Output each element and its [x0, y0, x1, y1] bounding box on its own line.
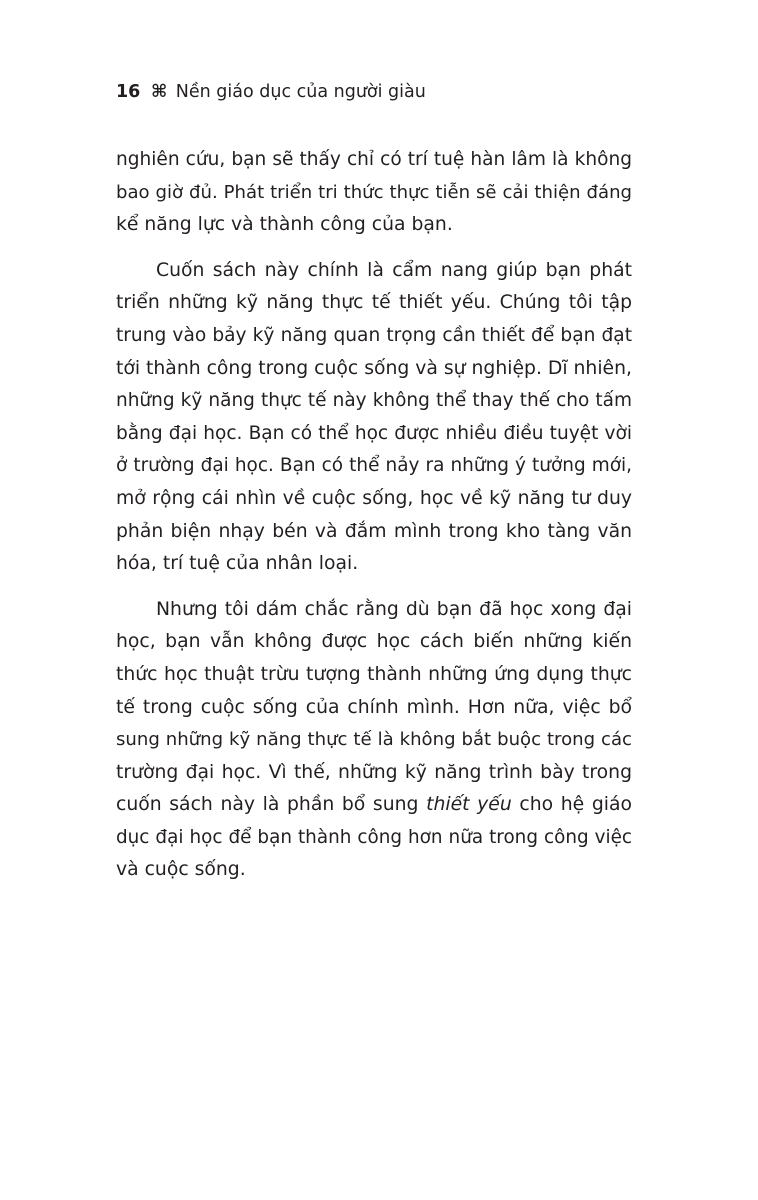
- text-line: Cuốn sách này chính là cẩm nang giúp bạn phát: [156, 259, 632, 281]
- paragraph-3: [116, 594, 632, 887]
- text-line: dục đại học để bạn thành công hơn nữa trong công việc: [116, 826, 632, 848]
- running-header: [116, 80, 426, 104]
- paragraph-1: [116, 144, 632, 242]
- text-line: kể năng lực và thành công của bạn.: [116, 214, 453, 236]
- text-line: mở rộng cái nhìn về cuộc sống, học về kỹ năng tư duy: [116, 487, 632, 509]
- body-text: [116, 144, 632, 900]
- text-line: phản biện nhạy bén và đắm mình trong kho tàng văn: [116, 520, 632, 542]
- text-line: sung những kỹ năng thực tế là không bắt buộc trong các: [116, 729, 632, 751]
- text-line: trường đại học. Vì thế, những kỹ năng trình bày trong: [116, 761, 632, 783]
- text-line: ở trường đại học. Bạn có thể nảy ra những ý tưởng mới,: [116, 455, 632, 477]
- text-segment: cuốn sách này là phần bổ sung: [116, 794, 427, 816]
- text-line: bằng đại học. Bạn có thể học được nhiều điều tuyệt vời: [116, 422, 632, 444]
- text-line: tế trong cuộc sống của chính mình. Hơn nữa, việc bổ: [116, 696, 632, 718]
- text-line: và cuộc sống.: [116, 859, 246, 881]
- paragraph-2: [116, 255, 632, 581]
- emphasized-text: thiết yếu: [426, 794, 512, 816]
- text-line: Nhưng tôi dám chắc rằng dù bạn đã học xong đại: [156, 598, 632, 620]
- page-number: 16: [116, 82, 141, 102]
- text-line: tới thành công trong cuộc sống và sự nghiệp. Dĩ nhiên,: [116, 357, 632, 379]
- command-key-icon: ⌘: [150, 82, 168, 102]
- text-line: hóa, trí tuệ của nhân loại.: [116, 553, 359, 575]
- text-line: những kỹ năng thực tế này không thể thay thế cho tấm: [116, 390, 632, 412]
- text-line: học, bạn vẫn không được học cách biến những kiến: [116, 631, 632, 653]
- text-line: triển những kỹ năng thực tế thiết yếu. Chúng tôi tập: [116, 292, 632, 314]
- running-title: Nền giáo dục của người giàu: [175, 82, 426, 102]
- text-line: nghiên cứu, bạn sẽ thấy chỉ có trí tuệ hàn lâm là không: [116, 149, 632, 170]
- text-line: trung vào bảy kỹ năng quan trọng cần thiết để bạn đạt: [116, 324, 632, 346]
- text-segment: cho hệ giáo: [511, 794, 632, 816]
- text-line: thức học thuật trừu tượng thành những ứng dụng thực: [116, 663, 632, 685]
- text-line-with-emphasis: [116, 789, 632, 822]
- text-line: bao giờ đủ. Phát triển tri thức thực tiễn sẽ cải thiện đáng: [116, 181, 632, 203]
